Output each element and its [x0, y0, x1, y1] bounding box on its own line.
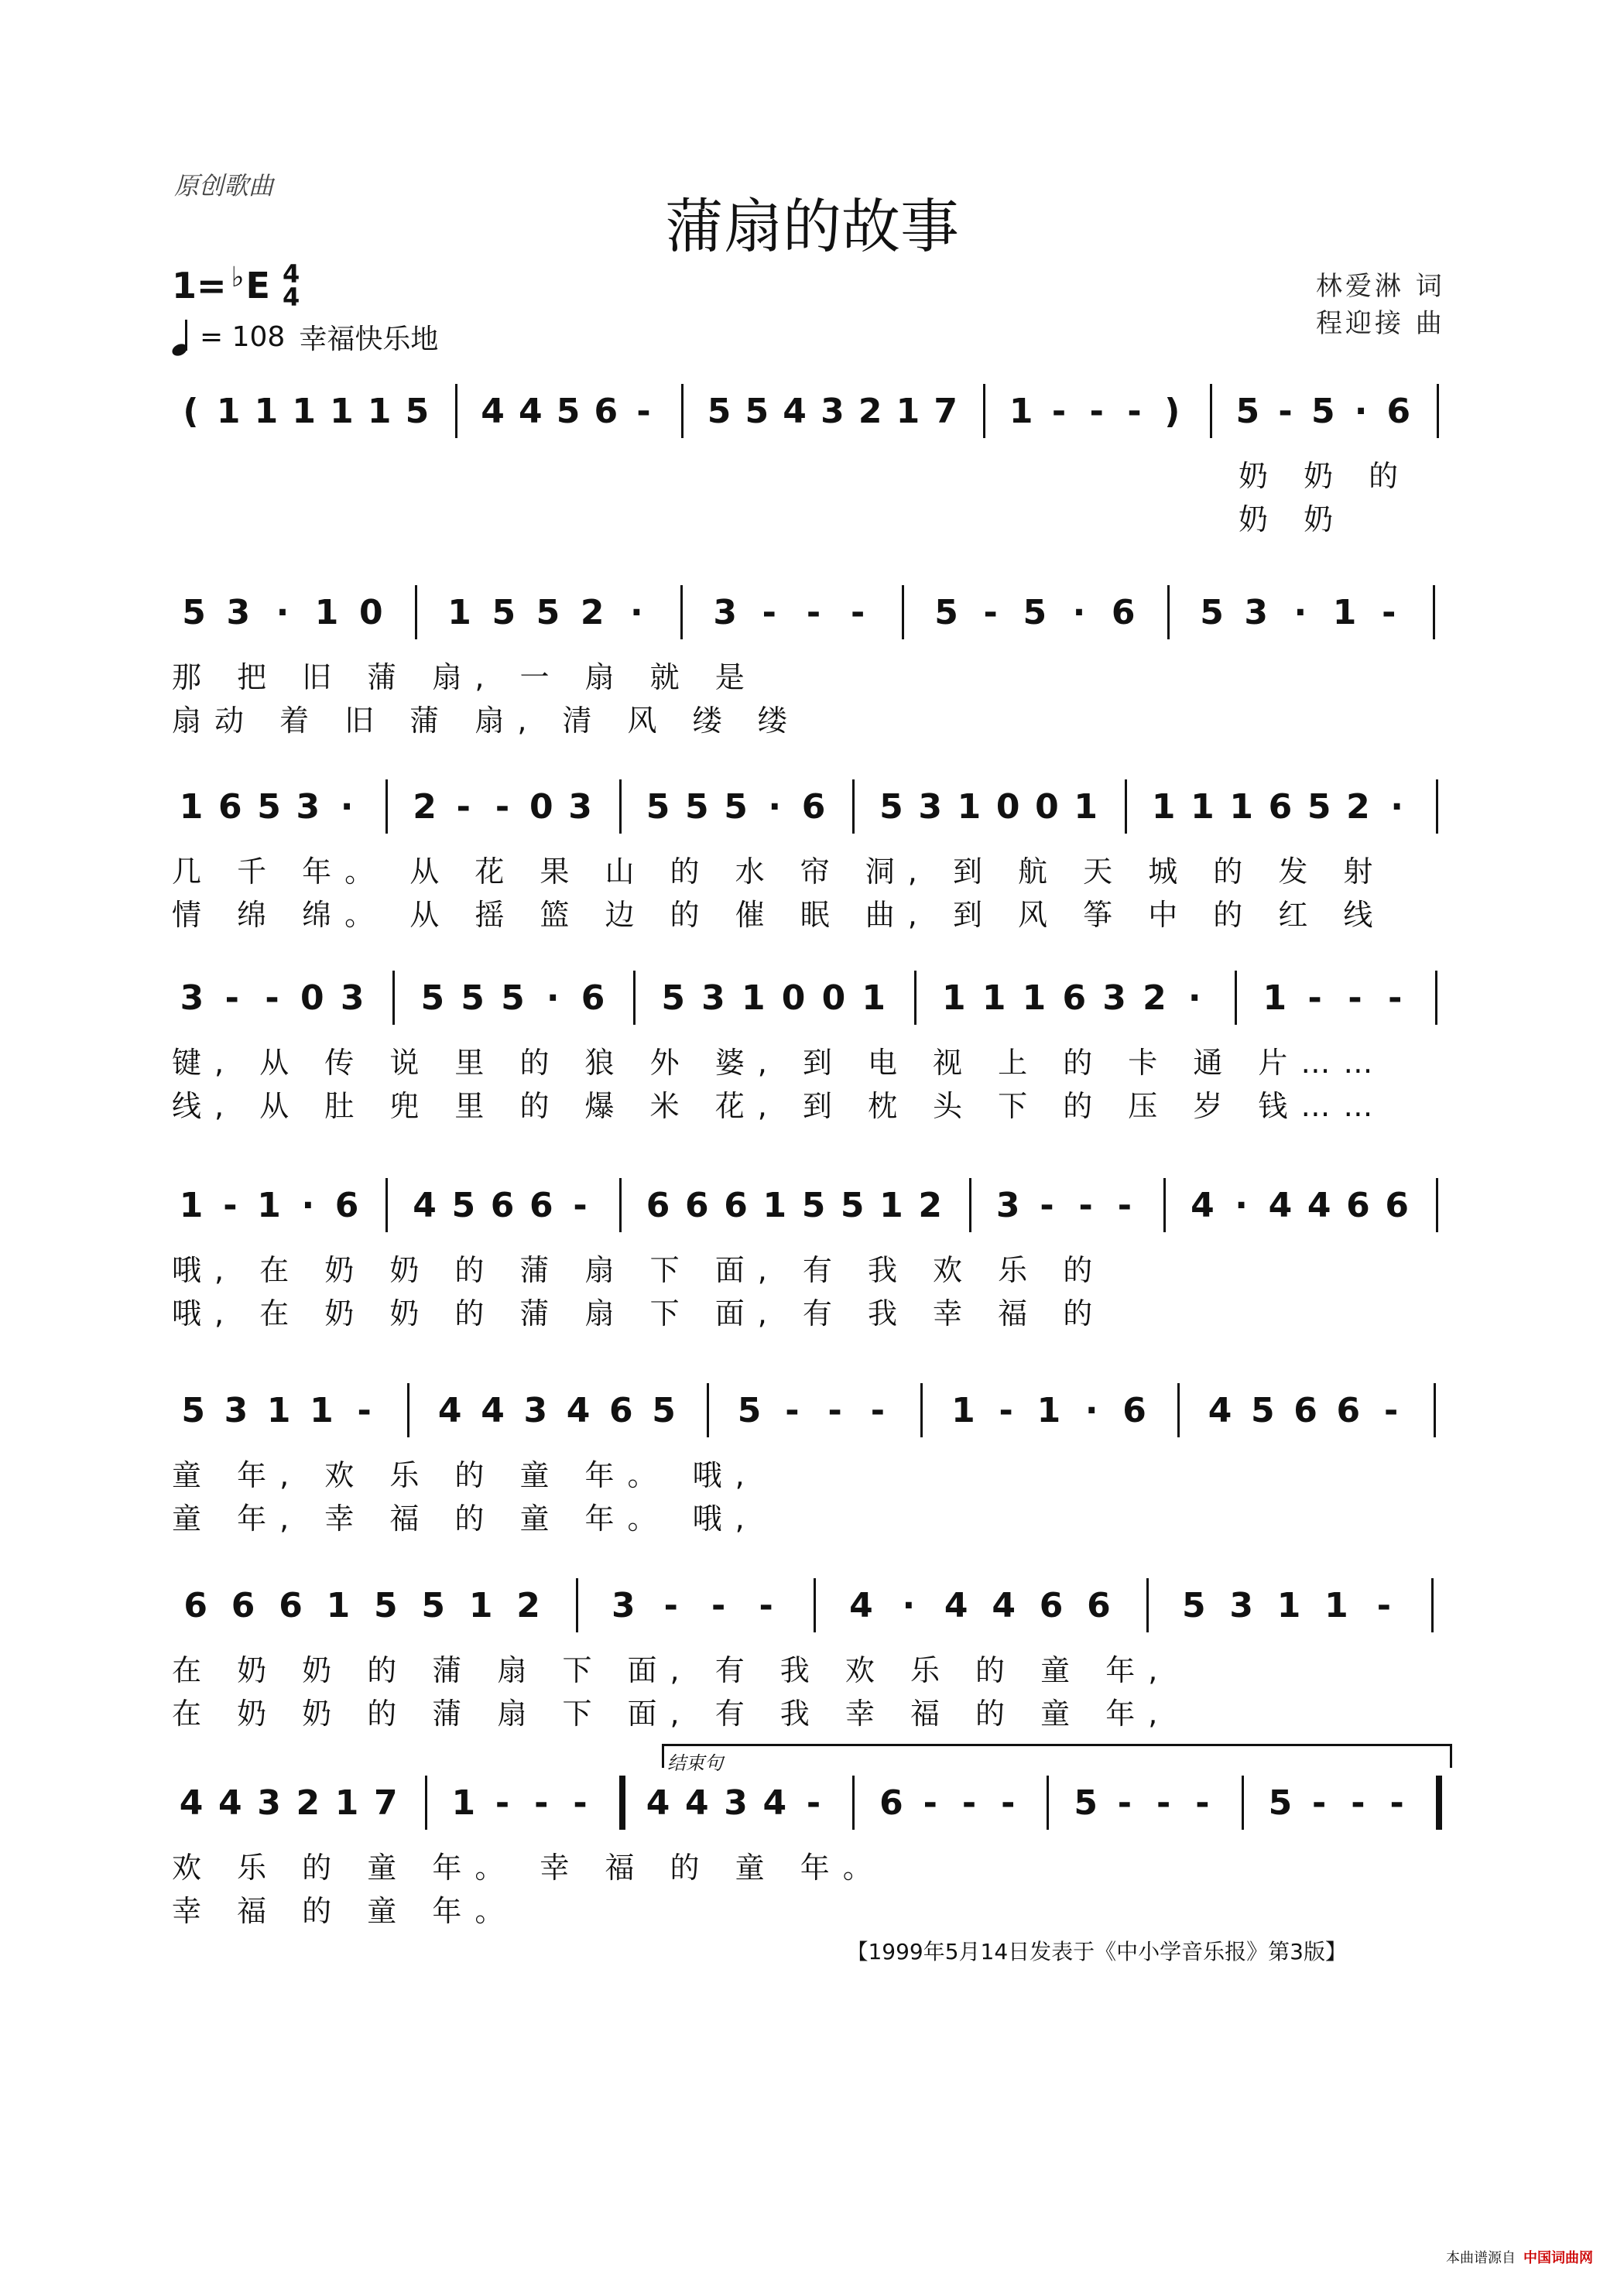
- bar-line: [1436, 1776, 1442, 1830]
- note-symbol: 5: [421, 1586, 446, 1625]
- bar-line: [1436, 779, 1438, 834]
- note-symbol: 3: [523, 1391, 548, 1430]
- ending-bracket: [662, 1744, 1452, 1768]
- note-symbol: ·: [1390, 787, 1403, 827]
- note-symbol: 3: [226, 593, 251, 632]
- note-symbol: 2: [918, 1186, 943, 1225]
- notation-line: [0, 776, 1624, 838]
- note-symbol: ): [1164, 392, 1180, 431]
- note-symbol: 1: [326, 1586, 351, 1625]
- note-symbol: 1: [1324, 1586, 1348, 1625]
- note-symbol: -: [573, 1783, 588, 1823]
- flat-sign: ♭: [231, 262, 245, 293]
- note-symbol: 3: [1244, 593, 1269, 632]
- note-symbol: -: [1388, 978, 1403, 1018]
- key-prefix: 1=: [172, 264, 227, 307]
- bar-line: [1163, 1178, 1166, 1232]
- note-symbol: -: [1127, 392, 1142, 431]
- note-symbol: -: [827, 1391, 842, 1430]
- note-symbol: ·: [1293, 593, 1307, 632]
- note-symbol: 0: [781, 978, 806, 1018]
- bar-line: [852, 1776, 855, 1830]
- note-symbol: 1: [254, 392, 279, 431]
- note-symbol: 1: [1332, 593, 1357, 632]
- note-symbol: -: [711, 1586, 726, 1625]
- note-symbol: 1: [1074, 787, 1098, 827]
- note-symbol: 5: [374, 1586, 398, 1625]
- lyric-verse-2: 扇动 着 旧 蒲 扇, 清 风 缕 缕: [172, 704, 800, 738]
- note-symbol: -: [1051, 392, 1067, 431]
- source-credit: [1446, 2247, 1593, 2267]
- note-symbol: 1: [451, 1783, 476, 1823]
- note-symbol: -: [1389, 1783, 1404, 1823]
- bar-line: [914, 971, 916, 1025]
- note-symbol: -: [806, 593, 821, 632]
- note-symbol: 4: [218, 1783, 242, 1823]
- time-signature: [282, 259, 300, 312]
- note-symbol: -: [762, 593, 776, 632]
- tempo-marking: [172, 317, 438, 357]
- note-symbol: ·: [1354, 392, 1368, 431]
- note-symbol: 5: [1181, 1586, 1206, 1625]
- note-symbol: -: [999, 1391, 1013, 1430]
- note-symbol: -: [495, 1783, 510, 1823]
- note-symbol: 3: [296, 787, 320, 827]
- note-symbol: 5: [724, 787, 748, 827]
- note-symbol: 5: [181, 1391, 205, 1430]
- bar-line: [576, 1578, 578, 1632]
- note-symbol: 6: [1039, 1586, 1064, 1625]
- note-symbol: 1: [951, 1391, 975, 1430]
- note-symbol: 7: [374, 1783, 398, 1823]
- note-symbol: 5: [1268, 1783, 1293, 1823]
- bar-line: [385, 1178, 388, 1232]
- bar-line: [814, 1578, 816, 1632]
- note-symbol: 6: [801, 787, 826, 827]
- note-symbol: 1: [447, 593, 471, 632]
- note-symbol: 5: [661, 978, 685, 1018]
- note-symbol: 1: [879, 1186, 903, 1225]
- note-symbol: -: [870, 1391, 886, 1430]
- note-symbol: 3: [180, 978, 204, 1018]
- bar-line: [1431, 1578, 1434, 1632]
- note-symbol: 1: [1191, 787, 1215, 827]
- lyric-verse-1: 几 千 年。 从 花 果 山 的 水 帘 洞, 到 航 天 城 的 发 射: [172, 855, 1386, 889]
- bar-line: [455, 384, 457, 438]
- note-symbol: 1: [468, 1586, 493, 1625]
- note-symbol: 5: [879, 787, 903, 827]
- note-symbol: 5: [737, 1391, 762, 1430]
- bar-line: [1435, 971, 1437, 1025]
- note-symbol: 0: [300, 978, 324, 1018]
- note-symbol: 1: [330, 392, 354, 431]
- bar-line: [407, 1383, 409, 1437]
- note-symbol: 6: [1062, 978, 1087, 1018]
- note-symbol: 6: [1111, 593, 1136, 632]
- note-symbol: 4: [566, 1391, 591, 1430]
- note-symbol: 6: [183, 1586, 208, 1625]
- note-symbol: 5: [556, 392, 581, 431]
- right-watermark-strip: [1613, 31, 1621, 2214]
- note-symbol: 4: [518, 392, 543, 431]
- note-symbol: -: [1117, 1783, 1132, 1823]
- note-symbol: 3: [257, 1783, 281, 1823]
- note-symbol: -: [759, 1586, 773, 1625]
- ending-label: 结束句: [667, 1752, 723, 1774]
- note-symbol: ·: [340, 787, 354, 827]
- note-symbol: 3: [724, 1783, 748, 1823]
- note-symbol: -: [456, 787, 471, 827]
- note-symbol: 4: [481, 1391, 505, 1430]
- note-symbol: 6: [646, 1186, 670, 1225]
- note-symbol: 6: [529, 1186, 553, 1225]
- lyric-verse-2: 奶 奶: [1239, 502, 1347, 536]
- note-symbol: 4: [992, 1586, 1016, 1625]
- note-symbol: 1: [266, 1391, 291, 1430]
- note-symbol: 1: [314, 593, 339, 632]
- note-symbol: -: [851, 593, 865, 632]
- note-symbol: 6: [594, 392, 618, 431]
- note-symbol: 1: [896, 392, 920, 431]
- note-symbol: 6: [490, 1186, 515, 1225]
- note-symbol: -: [923, 1783, 937, 1823]
- key-signature: [172, 259, 300, 312]
- note-symbol: 5: [451, 1186, 476, 1225]
- bar-line: [1242, 1776, 1244, 1830]
- note-symbol: -: [224, 978, 239, 1018]
- note-symbol: -: [1089, 392, 1104, 431]
- note-symbol: -: [1312, 1783, 1327, 1823]
- bar-line: [1167, 585, 1170, 639]
- lyric-verse-1: 欢 乐 的 童 年。 幸 福 的 童 年。: [172, 1851, 886, 1885]
- bar-line: [902, 585, 904, 639]
- note-symbol: 7: [934, 392, 958, 431]
- note-symbol: 5: [1311, 392, 1335, 431]
- bar-line: [425, 1776, 427, 1830]
- note-symbol: 6: [1386, 392, 1411, 431]
- note-symbol: 1: [982, 978, 1006, 1018]
- note-symbol: 5: [492, 593, 516, 632]
- note-symbol: 1: [1022, 978, 1047, 1018]
- lyric-verse-2: 哦, 在 奶 奶 的 蒲 扇 下 面, 有 我 幸 福 的: [172, 1296, 1106, 1331]
- bar-line: [983, 384, 985, 438]
- note-symbol: 3: [1102, 978, 1126, 1018]
- note-symbol: 1: [257, 1186, 281, 1225]
- note-symbol: 1: [1276, 1586, 1301, 1625]
- note-symbol: 5: [182, 593, 206, 632]
- bar-line: [415, 585, 417, 639]
- note-symbol: 5: [801, 1186, 826, 1225]
- note-symbol: 6: [218, 787, 242, 827]
- note-symbol: 4: [944, 1586, 968, 1625]
- note-symbol: -: [1117, 1186, 1132, 1225]
- lyricist-credit: 林爱淋 词: [1316, 271, 1445, 302]
- notation-line: [0, 1772, 1624, 1834]
- lyric-verse-1: 童 年, 欢 乐 的 童 年。 哦,: [172, 1458, 758, 1492]
- note-symbol: 1: [762, 1186, 787, 1225]
- note-symbol: 0: [1035, 787, 1059, 827]
- note-symbol: 4: [783, 392, 807, 431]
- note-symbol: -: [1382, 593, 1396, 632]
- note-symbol: 1: [862, 978, 886, 1018]
- note-symbol: 1: [1009, 392, 1033, 431]
- lyric-verse-1: 键, 从 传 说 里 的 狼 外 婆, 到 电 视 上 的 卡 通 片……: [172, 1046, 1386, 1080]
- lyric-verse-1: 在 奶 奶 的 蒲 扇 下 面, 有 我 欢 乐 的 童 年,: [172, 1653, 1171, 1687]
- note-symbol: -: [1001, 1783, 1016, 1823]
- page-title: 蒲扇的故事: [665, 192, 959, 261]
- note-symbol: -: [357, 1391, 372, 1430]
- note-symbol: 2: [858, 392, 882, 431]
- note-symbol: 6: [1336, 1391, 1361, 1430]
- note-symbol: 5: [1074, 1783, 1098, 1823]
- bar-line: [619, 1178, 622, 1232]
- note-symbol: 0: [358, 593, 383, 632]
- note-symbol: 4: [684, 1783, 709, 1823]
- note-symbol: 6: [279, 1586, 303, 1625]
- note-symbol: -: [495, 787, 510, 827]
- bar-line: [619, 779, 622, 834]
- note-symbol: -: [265, 978, 279, 1018]
- note-symbol: 4: [849, 1586, 873, 1625]
- note-symbol: 6: [879, 1783, 903, 1823]
- lyric-verse-2: 童 年, 幸 福 的 童 年。 哦,: [172, 1502, 758, 1536]
- bar-line: [852, 779, 855, 834]
- lyric-verse-1: 哦, 在 奶 奶 的 蒲 扇 下 面, 有 我 欢 乐 的: [172, 1253, 1106, 1287]
- source-prefix: 本曲谱源自: [1446, 2250, 1516, 2266]
- notation-line: [0, 1175, 1624, 1237]
- note-symbol: 4: [762, 1783, 787, 1823]
- note-symbol: 4: [437, 1391, 462, 1430]
- lyric-verse-1: 奶 奶 的: [1239, 459, 1412, 493]
- note-symbol: -: [636, 392, 651, 431]
- note-symbol: -: [806, 1783, 821, 1823]
- bar-line: [1047, 1776, 1049, 1830]
- left-watermark-strip: [3, 31, 11, 2214]
- note-symbol: 5: [257, 787, 281, 827]
- key-note: E: [245, 264, 270, 307]
- note-symbol: 4: [1268, 1186, 1293, 1225]
- song-category-label: 原创歌曲: [174, 171, 274, 200]
- note-symbol: -: [1156, 1783, 1171, 1823]
- note-symbol: -: [223, 1186, 238, 1225]
- note-symbol: ·: [902, 1586, 916, 1625]
- note-symbol: (: [183, 392, 199, 431]
- notation-line: [0, 582, 1624, 644]
- note-symbol: 6: [334, 1186, 359, 1225]
- note-symbol: 6: [231, 1586, 255, 1625]
- note-symbol: 4: [1208, 1391, 1232, 1430]
- note-symbol: 3: [821, 392, 845, 431]
- bar-line: [969, 1178, 971, 1232]
- note-symbol: 6: [1346, 1186, 1370, 1225]
- composer-credit: 程迎接 曲: [1316, 308, 1445, 339]
- note-symbol: ·: [301, 1186, 315, 1225]
- note-symbol: 3: [995, 1186, 1020, 1225]
- note-symbol: 6: [1122, 1391, 1146, 1430]
- time-signature-top: 4: [282, 259, 300, 289]
- note-symbol: 5: [501, 978, 525, 1018]
- note-symbol: 2: [296, 1783, 320, 1823]
- note-symbol: -: [785, 1391, 800, 1430]
- notation-line: [0, 381, 1624, 443]
- note-symbol: -: [1307, 978, 1322, 1018]
- bar-line: [1434, 1383, 1436, 1437]
- bar-line: [385, 779, 388, 834]
- note-symbol: -: [1040, 1186, 1054, 1225]
- note-symbol: 1: [216, 392, 241, 431]
- time-signature-bottom: 4: [282, 282, 300, 312]
- note-symbol: 0: [821, 978, 846, 1018]
- note-symbol: -: [1351, 1783, 1365, 1823]
- bar-line: [707, 1383, 709, 1437]
- notation-line: [0, 1575, 1624, 1637]
- note-symbol: 1: [179, 787, 204, 827]
- note-symbol: ·: [1187, 978, 1201, 1018]
- note-symbol: 5: [1235, 392, 1260, 431]
- note-symbol: -: [961, 1783, 977, 1823]
- note-symbol: 6: [684, 1186, 709, 1225]
- note-symbol: ·: [1235, 1186, 1249, 1225]
- note-symbol: -: [663, 1586, 678, 1625]
- note-symbol: 2: [516, 1586, 540, 1625]
- note-symbol: 2: [1143, 978, 1167, 1018]
- note-symbol: 1: [1151, 787, 1176, 827]
- bar-line: [920, 1383, 923, 1437]
- note-symbol: 5: [1023, 593, 1047, 632]
- note-symbol: 4: [646, 1783, 670, 1823]
- lyric-verse-2: 幸 福 的 童 年。: [172, 1894, 518, 1928]
- note-symbol: 5: [684, 787, 709, 827]
- note-symbol: 6: [608, 1391, 633, 1430]
- notation-line: [0, 968, 1624, 1029]
- note-symbol: 5: [934, 593, 958, 632]
- bar-line: [1210, 384, 1212, 438]
- note-symbol: 2: [1346, 787, 1370, 827]
- bar-line: [1436, 1178, 1438, 1232]
- note-symbol: 1: [292, 392, 316, 431]
- note-symbol: 5: [1200, 593, 1224, 632]
- lyric-verse-2: 情 绵 绵。 从 摇 篮 边 的 催 眠 曲, 到 风 筝 中 的 红 线: [172, 898, 1386, 932]
- note-symbol: 3: [1229, 1586, 1253, 1625]
- note-symbol: 5: [1250, 1391, 1275, 1430]
- bar-line: [1125, 779, 1127, 834]
- tempo-mood: 幸福快乐地: [299, 324, 439, 355]
- source-site: 中国词曲网: [1523, 2250, 1593, 2266]
- note-symbol: 0: [995, 787, 1020, 827]
- note-symbol: 1: [1263, 978, 1287, 1018]
- note-symbol: 5: [840, 1186, 865, 1225]
- note-symbol: ·: [1084, 1391, 1098, 1430]
- note-symbol: 3: [918, 787, 943, 827]
- lyric-verse-2: 线, 从 肚 兜 里 的 爆 米 花, 到 枕 头 下 的 压 岁 钱……: [172, 1089, 1386, 1123]
- quarter-note-icon: [172, 320, 192, 355]
- note-symbol: 1: [957, 787, 982, 827]
- note-symbol: 6: [1268, 787, 1293, 827]
- note-symbol: 5: [652, 1391, 676, 1430]
- note-symbol: 1: [310, 1391, 334, 1430]
- note-symbol: 5: [745, 392, 769, 431]
- bar-line: [392, 971, 395, 1025]
- bar-line: [619, 1776, 625, 1830]
- note-symbol: -: [1195, 1783, 1210, 1823]
- note-symbol: 6: [1293, 1391, 1317, 1430]
- note-symbol: ·: [1072, 593, 1086, 632]
- note-symbol: -: [1348, 978, 1362, 1018]
- notation-line: [0, 1380, 1624, 1442]
- bar-line: [633, 971, 636, 1025]
- note-symbol: 2: [413, 787, 437, 827]
- note-symbol: 2: [580, 593, 605, 632]
- note-symbol: 6: [1087, 1586, 1111, 1625]
- note-symbol: 5: [707, 392, 731, 431]
- note-symbol: -: [983, 593, 998, 632]
- note-symbol: 5: [405, 392, 430, 431]
- tempo-value: = 108: [200, 321, 286, 353]
- note-symbol: 4: [1307, 1186, 1331, 1225]
- bar-line: [681, 384, 684, 438]
- note-symbol: ·: [546, 978, 560, 1018]
- note-symbol: 3: [340, 978, 365, 1018]
- note-symbol: 6: [1385, 1186, 1409, 1225]
- note-symbol: 1: [367, 392, 392, 431]
- bar-line: [1146, 1578, 1149, 1632]
- note-symbol: 5: [1307, 787, 1331, 827]
- note-symbol: 1: [334, 1783, 359, 1823]
- bar-line: [680, 585, 683, 639]
- note-symbol: 4: [1191, 1186, 1215, 1225]
- lyric-verse-1: 那 把 旧 蒲 扇, 一 扇 就 是: [172, 660, 758, 694]
- lyric-verse-2: 在 奶 奶 的 蒲 扇 下 面, 有 我 幸 福 的 童 年,: [172, 1697, 1171, 1731]
- publication-note: 【1999年5月14日发表于《中小学音乐报》第3版】: [846, 1939, 1347, 1964]
- note-symbol: 4: [413, 1186, 437, 1225]
- note-symbol: ·: [276, 593, 290, 632]
- note-symbol: 1: [942, 978, 966, 1018]
- note-symbol: -: [573, 1186, 588, 1225]
- bar-line: [1177, 1383, 1180, 1437]
- note-symbol: 5: [420, 978, 445, 1018]
- note-symbol: 0: [529, 787, 553, 827]
- note-symbol: ·: [629, 593, 643, 632]
- note-symbol: 1: [179, 1186, 204, 1225]
- note-symbol: -: [534, 1783, 549, 1823]
- note-symbol: 4: [481, 392, 505, 431]
- note-symbol: 1: [1229, 787, 1253, 827]
- note-symbol: -: [1376, 1586, 1391, 1625]
- credits: [1316, 268, 1445, 342]
- bar-line: [1437, 384, 1439, 438]
- note-symbol: 3: [568, 787, 592, 827]
- note-symbol: 1: [741, 978, 766, 1018]
- note-symbol: ·: [768, 787, 782, 827]
- note-symbol: 6: [581, 978, 605, 1018]
- note-symbol: 3: [701, 978, 725, 1018]
- note-symbol: 5: [461, 978, 485, 1018]
- note-symbol: 6: [724, 1186, 748, 1225]
- bar-line: [1433, 585, 1435, 639]
- note-symbol: -: [1278, 392, 1293, 431]
- note-symbol: 3: [713, 593, 737, 632]
- note-symbol: -: [1078, 1186, 1093, 1225]
- note-symbol: 5: [646, 787, 670, 827]
- note-symbol: 4: [179, 1783, 204, 1823]
- note-symbol: 1: [1036, 1391, 1061, 1430]
- note-symbol: 5: [536, 593, 560, 632]
- note-symbol: 3: [612, 1586, 636, 1625]
- note-symbol: -: [1383, 1391, 1399, 1430]
- bar-line: [1235, 971, 1237, 1025]
- note-symbol: 3: [224, 1391, 248, 1430]
